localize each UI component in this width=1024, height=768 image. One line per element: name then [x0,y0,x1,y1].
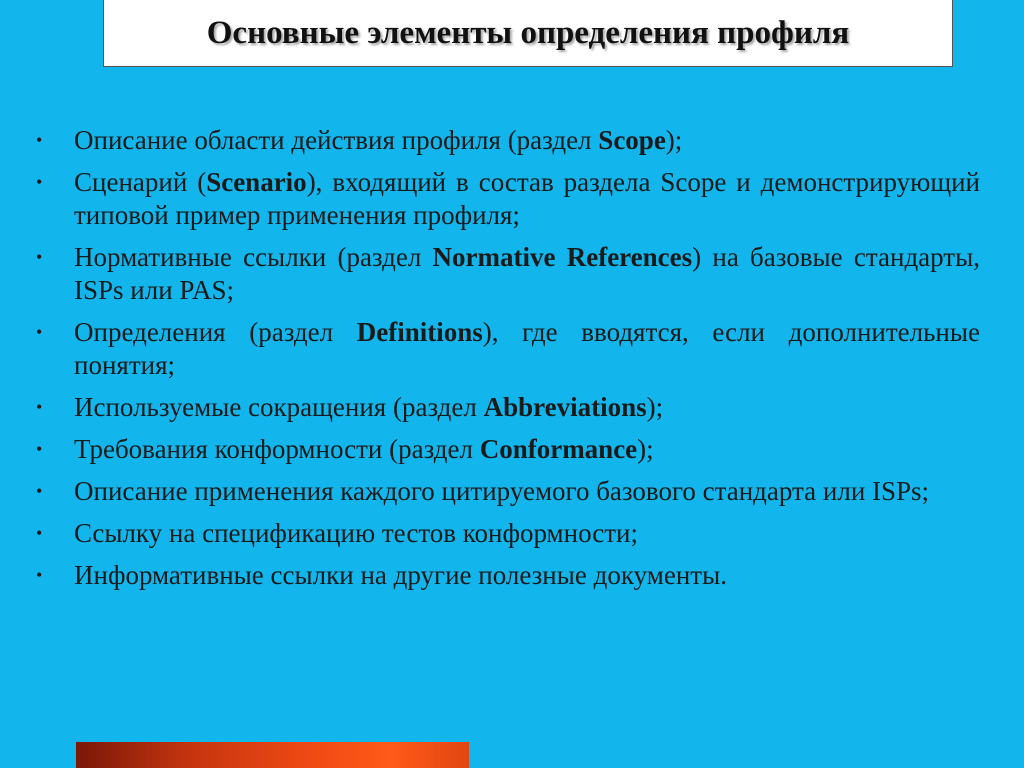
bullet-dot-icon: • [36,247,43,267]
section-name: Definitions [356,317,483,347]
decorative-gradient-bar [76,742,469,768]
bullet-list [36,124,980,601]
list-item-text: Нормативные ссылки (раздел Normative References) на базовые стандарты, ISPs или PAS; [74,242,980,305]
list-item [36,241,980,307]
list-item [36,433,980,466]
list-item [36,559,980,592]
bullet-dot-icon: • [36,130,43,150]
bullet-dot-icon: • [36,565,43,585]
section-name: Abbreviations [483,392,647,422]
list-item-text: Информативные ссылки на другие полезные документы. [74,560,727,590]
list-item [36,391,980,424]
list-item-text: Требования конформности (раздел Conformance); [74,434,654,464]
section-name: Scope [598,125,666,155]
list-item [36,166,980,232]
list-item [36,124,980,157]
list-item-text: Определения (раздел Definitions), где вводятся, если дополнительные понятия; [74,317,980,380]
list-item-text: Описание области действия профиля (раздел Scope); [74,125,683,155]
list-item [36,517,980,550]
bullet-dot-icon: • [36,172,43,192]
section-name: Scenario [206,167,307,197]
bullet-dot-icon: • [36,439,43,459]
bullet-dot-icon: • [36,481,43,501]
list-item-text: Используемые сокращения (раздел Abbreviations); [74,392,664,422]
bullet-dot-icon: • [36,523,43,543]
list-item-text: Ссылку на спецификацию тестов конформности; [74,518,638,548]
bullet-dot-icon: • [36,397,43,417]
list-item [36,475,980,508]
slide-title: Основные элементы определения профиля [206,14,850,51]
list-item-text: Сценарий (Scenario), входящий в состав раздела Scope и демонстрирующий типовой пример применения профиля; [74,167,981,230]
section-name: Conformance [479,434,638,464]
list-item [36,316,980,382]
list-item-text: Описание применения каждого цитируемого базового стандарта или ISPs; [74,476,930,506]
section-name: Normative References [432,242,693,272]
slide-title-box [103,0,953,67]
bullet-dot-icon: • [36,322,43,342]
